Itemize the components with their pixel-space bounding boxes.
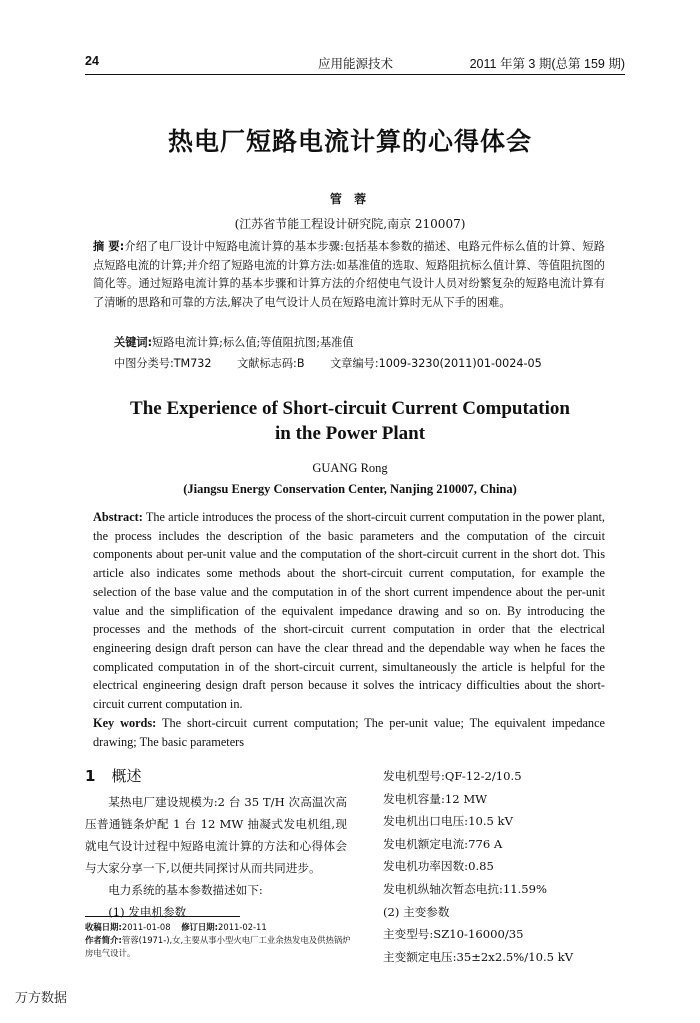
title-english [0,396,700,446]
classification-line [114,355,564,371]
keywords-label-zh: 关键词: [114,336,153,349]
received-label: 收稿日期: [85,922,122,932]
abstract-english [93,508,605,714]
bio-label: 作者简介: [85,935,122,945]
clc-number: 中图分类号:TM732 [114,357,212,370]
section-paragraph: 某热电厂建设规模为:2 台 35 T/H 次高温次高压普通链条炉配 1 台 12 MW 抽凝式发电机组,现就电气设计过程中短路电流计算的方法和心得体会与大家分享一下,以便共同探讨从而共同进步。 [85,795,347,875]
abstract-label-en: Abstract: [93,510,143,524]
received-date: 2011-01-08 [121,922,171,932]
keywords-english [93,714,605,751]
section-intro-line: 电力系统的基本参数描述如下: [108,883,263,897]
title-english-line1: The Experience of Short-circuit Current Computation [130,398,570,419]
param-line: 发电机额定电流:776 A [383,836,503,851]
footnote [85,921,355,960]
watermark: 万方数据 [15,991,68,1006]
footnote-divider [85,916,240,917]
affiliation-english: (Jiangsu Energy Conservation Center, Nanjing 210007, China) [183,482,517,496]
param-line: 发电机出口电压:10.5 kV [383,814,513,829]
subsection-transformer: (2) 主变参数 [383,904,450,919]
abstract-text-en: The article introduces the process of the short-circuit current computation in the power plant, the process includes the description of the basic parameters and the computation of the circuit components about per-unit value and the computation of the short-circuit current in the short dot. This article also indicates some methods about the short-circuit current computation, for example the selection of the base value and the computation in of the short current impendence about the per-unit value and the simplification of the equivalent impedance drawing and so on. By introducing the processes and the methods of the short-circuit current computation in order that the electrical engineering design draft person can have the clear thread and the dependable way when he faces the complicated computation in of the short-circuit current, simultaneously the article is helpful for the electrical engineering design draft person because it solves the intricacy difficulties about the short-circuit current computation in. [93,510,606,712]
param-line: 主变型号:SZ10-16000/35 [383,927,524,942]
journal-name: 应用能源技术 [318,57,394,71]
page-number: 24 [85,54,99,68]
document-code: 文献标志码:B [237,357,305,370]
issue-info: 2011 年第 3 期(总第 159 期) [469,57,625,71]
abstract-label-zh: 摘 要: [93,240,125,253]
running-header [85,52,625,75]
author-chinese: 管 蓉 [329,192,371,206]
title-english-line2: in the Power Plant [274,423,426,444]
subsection-generator: (1) 发电机参数 [108,905,187,919]
author-english: GUANG Rong [312,461,388,475]
revised-date: 2011-02-11 [218,922,267,932]
section-heading [85,765,347,786]
section-number: 1 [85,767,96,785]
title-chinese: 热电厂短路电流计算的心得体会 [167,127,532,156]
footnote-bio [85,934,355,960]
right-column [383,765,623,968]
param-line: 发电机纵轴次暂态电抗:11.59% [383,881,548,896]
footnote-dates [85,921,355,934]
keywords-label-en: Key words: [93,716,157,730]
abstract-text-zh: 介绍了电厂设计中短路电流计算的基本步骤:包括基本参数的描述、电路元件标么值的计算、短路点短路电流的计算;并介绍了短路电流的计算方法:如基准值的选取、短路阻抗标么值计算、等值阻抗图的简化等。通过短路电流计算的基本步骤和计算方法的介绍使电气设计人员对纷繁复杂的短路电流计算有了清晰的思路和可靠的方法,解决了电气设计人员在短路电流计算时无从下手的困难。 [93,240,605,310]
bio-text: 管蓉(1971-),女,主要从事小型火电厂工业余热发电及供热锅炉房电气设计。 [85,935,351,958]
article-number: 文章编号:1009-3230(2011)01-0024-05 [330,357,542,370]
revised-label: 修订日期: [181,922,219,932]
param-line: 发电机容量:12 MW [383,791,488,806]
keywords-text-zh: 短路电流计算;标么值;等值阻抗图;基准值 [152,336,354,349]
keywords-text-en: The short-circuit current computation; The per-unit value; The equivalent impedance drawing; The basic parameters [93,716,605,749]
param-line: 发电机型号:QF-12-2/10.5 [383,769,522,783]
abstract-chinese [93,238,605,313]
keywords-chinese [114,334,354,350]
affiliation-chinese: (江苏省节能工程设计研究院,南京 210007) [234,217,466,231]
section-title: 概述 [111,767,142,785]
param-line: 发电机功率因数:0.85 [383,859,494,874]
left-column [85,765,347,923]
param-line: 主变额定电压:35±2x2.5%/10.5 kV [383,949,574,964]
